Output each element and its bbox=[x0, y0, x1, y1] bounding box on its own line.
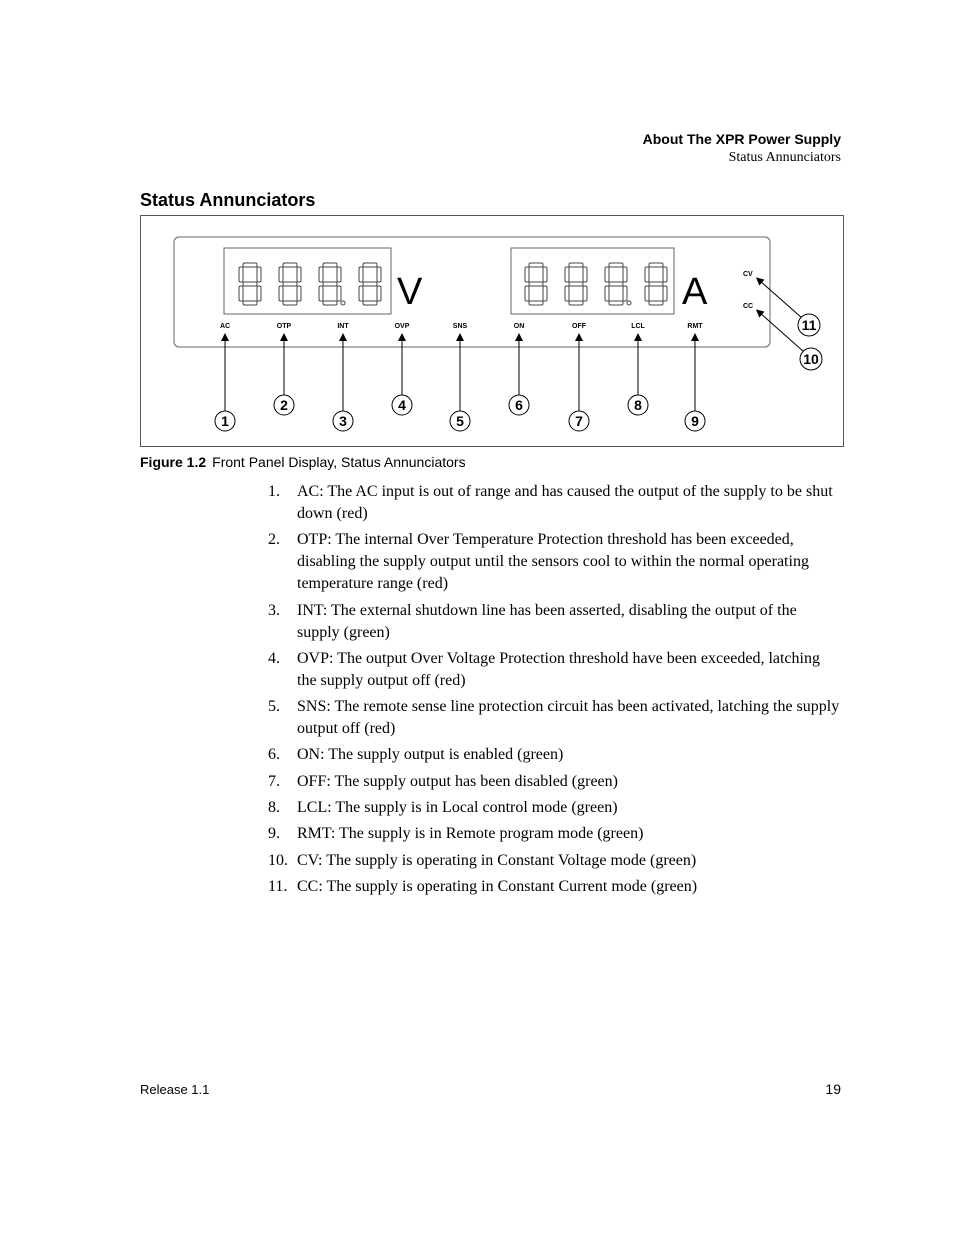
annunciator-description-list bbox=[268, 481, 843, 902]
list-item bbox=[268, 648, 843, 692]
list-item-number: 11. bbox=[268, 877, 288, 895]
annunciator-label: AC bbox=[219, 323, 231, 330]
list-item-text: OTP: The internal Over Temperature Protection threshold has been exceeded, disabling the supply output until the sensors cool to within the normal operating temperature range (red) bbox=[297, 531, 809, 593]
front-panel-figure bbox=[140, 215, 844, 447]
seven-segment-digit bbox=[319, 263, 341, 305]
seven-segment-digit bbox=[605, 263, 627, 305]
page-number: 19 bbox=[825, 1081, 841, 1097]
list-item bbox=[268, 771, 843, 793]
list-item bbox=[268, 600, 843, 644]
list-item-number: 4. bbox=[268, 649, 280, 667]
seven-segment-digit bbox=[359, 263, 381, 305]
list-item-text: RMT: The supply is in Remote program mode (green) bbox=[297, 825, 644, 843]
annunciator-label: SNS bbox=[452, 323, 468, 330]
list-item-text: OFF: The supply output has been disabled (green) bbox=[297, 772, 618, 790]
decimal-point bbox=[627, 301, 631, 305]
current-unit: A bbox=[682, 271, 708, 313]
figure-caption bbox=[140, 454, 466, 470]
list-item-number: 5. bbox=[268, 698, 280, 716]
list-item-number: 10. bbox=[268, 851, 288, 869]
list-item-text: CC: The supply is operating in Constant Current mode (green) bbox=[297, 877, 698, 895]
list-item bbox=[268, 876, 843, 898]
list-item-number: 2. bbox=[268, 531, 280, 549]
seven-segment-digit bbox=[239, 263, 261, 305]
callout-arrow bbox=[759, 312, 804, 352]
annunciator-label: RMT bbox=[687, 323, 703, 330]
list-item-number: 8. bbox=[268, 799, 280, 817]
seven-segment-digit bbox=[279, 263, 301, 305]
list-item-number: 3. bbox=[268, 601, 280, 619]
callout-number: 10 bbox=[803, 351, 819, 367]
side-annunciator-label: CC bbox=[743, 303, 754, 310]
list-item-text: INT: The external shutdown line has been asserted, disabling the output of the supply (green) bbox=[297, 601, 797, 641]
voltage-display-window bbox=[224, 248, 391, 314]
list-item bbox=[268, 797, 843, 819]
callout-number: 2 bbox=[280, 397, 288, 413]
callout-arrow bbox=[759, 280, 802, 318]
seven-segment-digit bbox=[645, 263, 667, 305]
list-item bbox=[268, 481, 843, 525]
running-header-subtitle: Status Annunciators bbox=[728, 150, 841, 165]
callout-number: 5 bbox=[456, 413, 464, 429]
list-item-number: 9. bbox=[268, 825, 280, 843]
figure-caption-number: Figure 1.2 bbox=[140, 454, 207, 470]
list-item-text: AC: The AC input is out of range and has caused the output of the supply to be shut down (red) bbox=[297, 483, 833, 522]
list-item-number: 6. bbox=[268, 746, 280, 764]
running-header-title: About The XPR Power Supply bbox=[642, 131, 841, 147]
callout-number: 9 bbox=[691, 413, 699, 429]
callouts bbox=[215, 337, 705, 431]
list-item-number: 1. bbox=[268, 483, 280, 500]
list-item-text: ON: The supply output is enabled (green) bbox=[297, 746, 564, 764]
callout-number: 3 bbox=[339, 413, 347, 429]
side-annunciators bbox=[743, 271, 822, 370]
footer-release: Release 1.1 bbox=[140, 1082, 210, 1097]
callout-number: 6 bbox=[515, 397, 523, 413]
annunciator-labels bbox=[220, 323, 703, 330]
list-item bbox=[268, 529, 843, 595]
annunciator-label: OFF bbox=[572, 323, 586, 330]
voltage-unit: V bbox=[397, 271, 423, 313]
callout-number: 4 bbox=[398, 397, 406, 413]
display-panel-outline bbox=[174, 237, 770, 347]
decimal-point bbox=[341, 301, 345, 305]
annunciator-label: OTP bbox=[276, 323, 292, 330]
list-item-text: CV: The supply is operating in Constant Voltage mode (green) bbox=[297, 851, 697, 869]
list-item bbox=[268, 696, 843, 740]
callout-number: 8 bbox=[634, 397, 642, 413]
annunciator-label: LCL bbox=[631, 323, 645, 330]
list-item-number: 7. bbox=[268, 772, 280, 790]
seven-segment-digit bbox=[525, 263, 547, 305]
list-item-text: SNS: The remote sense line protection circuit has been activated, latching the supply output off (red) bbox=[297, 698, 840, 738]
annunciator-label: OVP bbox=[394, 323, 410, 330]
callout-number: 7 bbox=[575, 413, 583, 429]
annunciator-label: INT bbox=[337, 323, 349, 330]
side-annunciator-label: CV bbox=[743, 271, 753, 278]
callout-number: 1 bbox=[221, 413, 229, 429]
list-item bbox=[268, 744, 843, 766]
list-item-text: LCL: The supply is in Local control mode (green) bbox=[297, 799, 618, 817]
list-item-text: OVP: The output Over Voltage Protection threshold have been exceeded, latching the supply output off (red) bbox=[297, 649, 820, 689]
annunciator-label: ON bbox=[513, 323, 525, 330]
list-item bbox=[268, 823, 843, 845]
front-panel-diagram bbox=[141, 216, 843, 446]
section-title: Status Annunciators bbox=[140, 190, 316, 210]
seven-segment-digit bbox=[565, 263, 587, 305]
callout-number: 11 bbox=[801, 317, 817, 333]
list-item bbox=[268, 850, 843, 872]
figure-caption-text: Front Panel Display, Status Annunciators bbox=[212, 454, 466, 470]
seven-segment-digits bbox=[239, 263, 667, 305]
